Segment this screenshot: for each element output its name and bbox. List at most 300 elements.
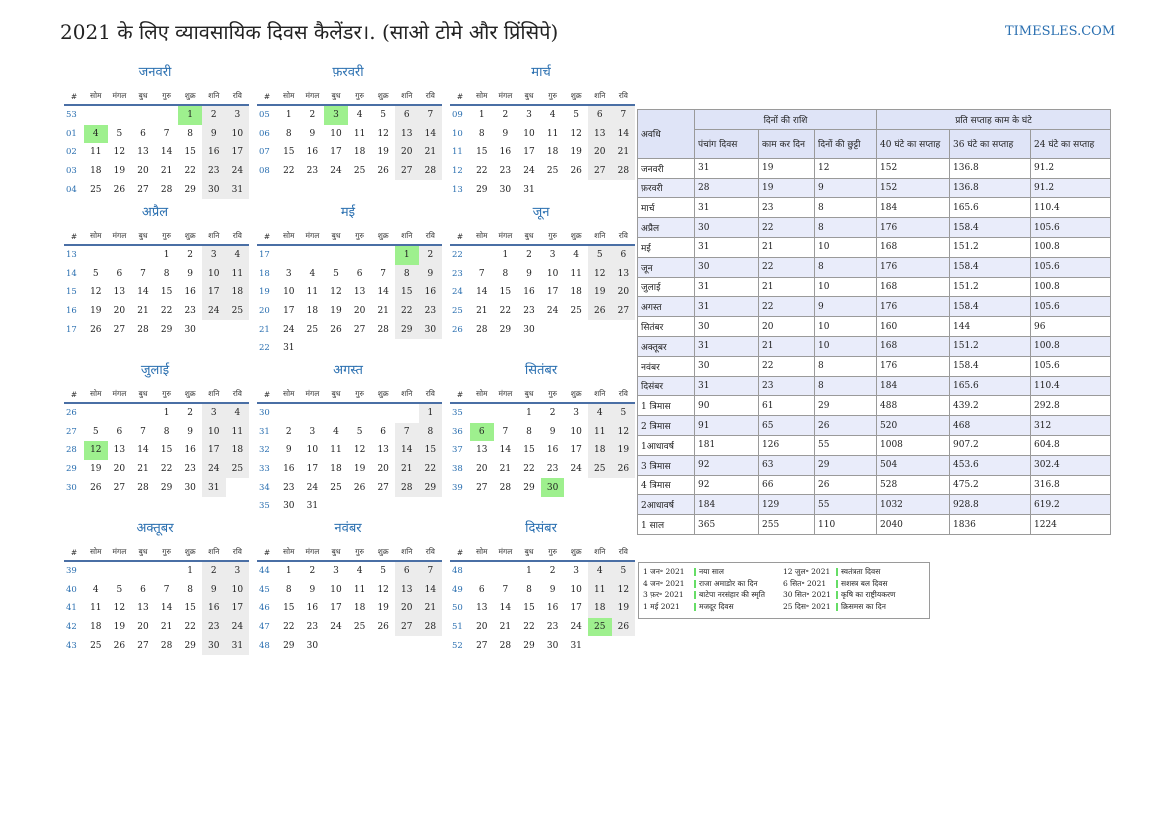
legend-name: सशस्त्र बल दिवस: [841, 578, 888, 588]
day-cell: 12: [612, 423, 636, 442]
day-cell: 3: [309, 426, 316, 437]
value-cell: 255: [759, 515, 815, 535]
day-cell: 15: [184, 147, 196, 158]
period-cell: नवंबर: [638, 356, 695, 376]
legend-name: मजदूर दिवस: [699, 601, 734, 611]
value-cell: 10: [815, 237, 877, 257]
legend-item: [783, 567, 880, 577]
weekday-header: शुक्र: [564, 386, 588, 404]
day-cell: 15: [283, 147, 295, 158]
day-cell: 12: [588, 265, 612, 284]
weekday-header: शुक्र: [178, 386, 202, 404]
period-header: अवधि: [638, 110, 695, 159]
day-cell: 17: [283, 306, 295, 317]
value-cell: 158.4: [950, 218, 1031, 238]
day-cell: 15: [523, 445, 535, 456]
day-cell: 17: [306, 464, 319, 475]
day-cell: 23: [546, 622, 559, 633]
day-cell: 28: [160, 184, 173, 195]
month-name: सितंबर: [524, 363, 558, 378]
legend-date: 3 फ़र॰ 2021: [643, 590, 684, 599]
weekday-header: #: [257, 544, 277, 562]
day-cell: [494, 404, 518, 423]
legend-item: [783, 579, 888, 589]
value-cell: 453.6: [950, 455, 1031, 475]
day-cell: 7: [419, 106, 443, 125]
day-cell: 9: [309, 584, 316, 595]
day-cell: 29: [419, 478, 443, 497]
day-cell: 14: [419, 125, 443, 144]
day-cell: 11: [353, 128, 366, 139]
day-cell: 26: [353, 482, 366, 493]
legend-item: [643, 590, 765, 600]
month-name: जनवरी: [138, 65, 172, 80]
period-cell: अक्तूबर: [638, 336, 695, 356]
day-cell: 10: [283, 287, 295, 298]
table-row: [638, 475, 1111, 495]
value-cell: 110: [815, 515, 877, 535]
day-cell: 25: [90, 184, 102, 195]
legend-date: 30 सित॰ 2021: [783, 590, 831, 599]
value-cell: 168: [877, 237, 950, 257]
day-cell: 27: [612, 302, 636, 321]
day-cell: 25: [90, 640, 102, 651]
day-cell: 31: [226, 180, 250, 199]
day-cell: 24: [283, 324, 295, 335]
day-cell: 11: [353, 584, 366, 595]
week-number: 05: [259, 110, 270, 121]
day-cell: 28: [476, 324, 488, 335]
day-cell: 18: [90, 166, 102, 177]
weekday-header: शनि: [588, 88, 612, 106]
day-cell: 22: [499, 306, 512, 317]
month-grid: [257, 386, 439, 516]
day-cell: 31: [306, 501, 319, 512]
day-cell: 3: [526, 110, 532, 121]
holiday-legend: [638, 562, 930, 619]
day-cell: 22: [476, 166, 488, 177]
day-cell: 28: [419, 162, 443, 181]
value-cell: 110.4: [1031, 198, 1111, 218]
table-row: [638, 515, 1111, 535]
day-cell: 8: [187, 128, 194, 139]
day-cell: 17: [570, 445, 582, 456]
week-number: 33: [259, 464, 270, 475]
day-cell: 13: [588, 125, 612, 144]
weekday-header: रवि: [226, 228, 250, 246]
day-cell: 24: [523, 166, 535, 177]
day-cell: 19: [90, 464, 102, 475]
day-cell: [84, 106, 108, 125]
week-number: 24: [452, 287, 463, 298]
day-cell: 28: [395, 478, 419, 497]
day-cell: 26: [330, 324, 342, 335]
weekday-header: रवि: [419, 386, 443, 404]
day-cell: [395, 636, 419, 655]
week-number: 28: [66, 445, 77, 456]
day-cell: [301, 404, 325, 423]
value-cell: 1032: [877, 495, 950, 515]
day-cell: 22: [283, 166, 295, 177]
day-cell: 24: [306, 482, 319, 493]
weekday-header: मंगल: [108, 544, 132, 562]
day-cell: 4: [84, 125, 108, 144]
weekday-header: बुध: [131, 386, 155, 404]
week-number: 43: [66, 640, 77, 651]
day-cell: 17: [226, 143, 250, 162]
value-cell: 30: [695, 218, 759, 238]
period-cell: जून: [638, 257, 695, 277]
value-cell: 168: [877, 277, 950, 297]
page-title: 2021 के लिए व्यावसायिक दिवस कैलेंडर।. (साओ टोमे और प्रिंसिपे): [60, 20, 559, 44]
day-cell: 12: [377, 128, 389, 139]
week-number: 18: [259, 268, 270, 279]
weekday-header: रवि: [226, 88, 250, 106]
day-cell: 29: [160, 482, 173, 493]
day-cell: 24: [570, 622, 582, 633]
day-cell: 1: [526, 408, 532, 419]
month-calendar: [64, 362, 246, 497]
day-cell: 11: [226, 265, 250, 284]
day-cell: 6: [470, 423, 494, 442]
value-cell: 55: [815, 435, 877, 455]
day-cell: [348, 339, 372, 358]
value-cell: 10: [815, 336, 877, 356]
day-cell: 26: [113, 184, 126, 195]
weekday-header: मंगल: [108, 228, 132, 246]
weekday-header: गुरु: [541, 386, 565, 404]
sub-header: 36 घंटे का सप्ताह: [950, 129, 1031, 158]
day-cell: 10: [202, 423, 226, 442]
day-cell: 27: [353, 324, 366, 335]
value-cell: 90: [695, 396, 759, 416]
day-cell: 13: [113, 287, 126, 298]
day-cell: 20: [113, 306, 126, 317]
month-grid: [450, 386, 632, 497]
day-cell: 1: [395, 246, 419, 265]
site-link[interactable]: TIMESLES.COM: [1005, 24, 1116, 39]
day-cell: [564, 320, 588, 339]
day-cell: 27: [137, 640, 149, 651]
value-cell: 907.2: [950, 435, 1031, 455]
table-row: [638, 158, 1111, 178]
day-cell: 1: [502, 250, 509, 261]
value-cell: 19: [759, 158, 815, 178]
day-cell: 11: [546, 128, 559, 139]
value-cell: 105.6: [1031, 257, 1111, 277]
day-cell: 12: [330, 287, 342, 298]
weekday-header: शुक्र: [564, 544, 588, 562]
week-number: 48: [452, 566, 463, 577]
day-cell: 14: [160, 147, 173, 158]
month-grid: [450, 544, 632, 655]
value-cell: 31: [695, 198, 759, 218]
day-cell: [131, 106, 155, 125]
day-cell: 23: [306, 166, 319, 177]
day-cell: 21: [476, 306, 488, 317]
day-cell: 19: [570, 147, 582, 158]
day-cell: 16: [202, 599, 226, 618]
day-cell: [131, 404, 155, 423]
week-number: 13: [66, 250, 77, 261]
day-cell: 27: [395, 162, 419, 181]
day-cell: 7: [502, 426, 509, 437]
day-cell: 9: [202, 125, 226, 144]
day-cell: 29: [476, 184, 488, 195]
day-cell: 18: [90, 622, 102, 633]
weekday-header: शुक्र: [371, 386, 395, 404]
week-number: 49: [452, 584, 463, 595]
legend-marker: [694, 603, 696, 611]
day-cell: [324, 636, 348, 655]
day-cell: 13: [395, 125, 419, 144]
day-cell: [131, 562, 155, 581]
day-cell: [202, 320, 226, 339]
month-calendar: [257, 64, 439, 180]
weekday-header: शुक्र: [178, 228, 202, 246]
day-cell: 4: [549, 110, 556, 121]
weekday-header: मंगल: [494, 228, 518, 246]
day-cell: 19: [113, 166, 126, 177]
weekday-header: #: [64, 88, 84, 106]
day-cell: [395, 497, 419, 516]
day-cell: 6: [116, 268, 123, 279]
day-cell: 20: [588, 143, 612, 162]
week-number: 26: [66, 408, 77, 419]
day-cell: [277, 404, 301, 423]
period-cell: फ़रवरी: [638, 178, 695, 198]
weekday-header: सोम: [470, 228, 494, 246]
value-cell: 92: [695, 475, 759, 495]
value-cell: 26: [815, 416, 877, 436]
weekday-header: शनि: [202, 386, 226, 404]
day-cell: [155, 106, 179, 125]
weekday-header: गुरु: [155, 228, 179, 246]
day-cell: 15: [523, 603, 535, 614]
week-number: 44: [259, 566, 270, 577]
legend-item: [783, 590, 895, 600]
month-grid: [257, 544, 439, 655]
week-number: 17: [259, 250, 270, 261]
week-number: 08: [259, 166, 270, 177]
day-cell: 6: [395, 562, 419, 581]
day-cell: 3: [549, 250, 556, 261]
value-cell: 100.8: [1031, 336, 1111, 356]
day-cell: 1: [163, 408, 170, 419]
day-cell: 8: [502, 268, 509, 279]
legend-name: बाटेपा नरसंहार की स्मृति: [699, 590, 765, 599]
value-cell: 488: [877, 396, 950, 416]
day-cell: 31: [523, 184, 535, 195]
day-cell: 14: [137, 287, 149, 298]
value-cell: 165.6: [950, 198, 1031, 218]
legend-name: नया साल: [699, 567, 724, 576]
day-cell: 22: [523, 622, 535, 633]
day-cell: 19: [353, 464, 366, 475]
value-cell: 10: [815, 317, 877, 337]
value-cell: 158.4: [950, 356, 1031, 376]
value-cell: 61: [759, 396, 815, 416]
day-cell: 24: [202, 460, 226, 479]
weekday-header: मंगल: [301, 88, 325, 106]
legend-marker: [836, 591, 838, 599]
month-grid: [257, 228, 439, 358]
day-cell: 2: [187, 250, 194, 261]
table-row: [638, 237, 1111, 257]
value-cell: 12: [815, 158, 877, 178]
day-cell: [324, 497, 348, 516]
weekday-header: मंगल: [108, 386, 132, 404]
value-cell: 22: [759, 218, 815, 238]
day-cell: 26: [570, 166, 582, 177]
value-cell: 158.4: [950, 297, 1031, 317]
day-cell: 31: [283, 343, 295, 354]
day-cell: [564, 478, 588, 497]
day-cell: 13: [137, 603, 149, 614]
period-cell: अगस्त: [638, 297, 695, 317]
value-cell: 176: [877, 356, 950, 376]
day-cell: 7: [395, 423, 419, 442]
day-cell: [371, 404, 395, 423]
day-cell: [348, 497, 372, 516]
day-cell: 16: [499, 147, 512, 158]
day-cell: 21: [137, 464, 149, 475]
value-cell: 302.4: [1031, 455, 1111, 475]
day-cell: 15: [499, 287, 512, 298]
day-cell: 11: [588, 581, 612, 600]
day-cell: 2: [309, 110, 316, 121]
weekday-header: सोम: [470, 544, 494, 562]
day-cell: 8: [395, 265, 419, 284]
day-cell: 23: [546, 464, 559, 475]
legend-marker: [836, 580, 838, 588]
month-grid: [64, 88, 246, 199]
month-calendar: [257, 204, 439, 358]
week-number: 46: [259, 603, 270, 614]
value-cell: 144: [950, 317, 1031, 337]
day-cell: 1: [526, 566, 532, 577]
day-cell: 26: [113, 640, 126, 651]
day-cell: 5: [380, 566, 387, 577]
day-cell: 22: [160, 464, 173, 475]
day-cell: 26: [377, 622, 389, 633]
day-cell: 20: [476, 622, 488, 633]
value-cell: 184: [695, 495, 759, 515]
day-cell: 30: [306, 640, 319, 651]
weekday-header: मंगल: [301, 228, 325, 246]
week-number: 11: [452, 147, 463, 158]
table-row: [638, 455, 1111, 475]
week-number: 01: [66, 128, 77, 139]
day-cell: 18: [588, 441, 612, 460]
day-cell: 1: [178, 106, 202, 125]
day-cell: 5: [356, 426, 363, 437]
weekday-header: रवि: [612, 544, 636, 562]
week-number: 53: [66, 110, 77, 121]
day-cell: 2: [549, 408, 556, 419]
day-cell: 17: [202, 283, 226, 302]
table-row: [638, 416, 1111, 436]
week-number: 06: [259, 128, 270, 139]
value-cell: 184: [877, 376, 950, 396]
weekday-header: गुरु: [348, 544, 372, 562]
value-cell: 100.8: [1031, 277, 1111, 297]
day-cell: 16: [546, 445, 559, 456]
sub-header: काम कर दिन: [759, 129, 815, 158]
weekday-header: सोम: [277, 544, 301, 562]
month-name: अगस्त: [333, 363, 363, 378]
day-cell: 21: [419, 143, 443, 162]
day-cell: 17: [202, 441, 226, 460]
day-cell: 19: [90, 306, 102, 317]
value-cell: 8: [815, 198, 877, 218]
day-cell: 22: [523, 464, 535, 475]
day-cell: 24: [330, 622, 342, 633]
day-cell: 7: [612, 106, 636, 125]
day-cell: 26: [377, 166, 389, 177]
month-calendar: [450, 204, 632, 339]
legend-marker: [836, 568, 838, 576]
value-cell: 29: [815, 396, 877, 416]
day-cell: 18: [226, 441, 250, 460]
weekday-header: शनि: [588, 386, 612, 404]
day-cell: 28: [377, 324, 389, 335]
month-name: अक्तूबर: [136, 521, 174, 536]
day-cell: 25: [546, 166, 559, 177]
value-cell: 8: [815, 218, 877, 238]
day-cell: 5: [612, 562, 636, 581]
day-cell: 23: [184, 464, 196, 475]
day-cell: 8: [526, 584, 532, 595]
day-cell: 30: [499, 184, 512, 195]
day-cell: 23: [499, 166, 512, 177]
day-cell: [84, 562, 108, 581]
day-cell: 10: [226, 125, 250, 144]
day-cell: 31: [226, 636, 250, 655]
month-calendar: [450, 520, 632, 655]
weekday-header: शनि: [395, 386, 419, 404]
value-cell: 176: [877, 257, 950, 277]
value-cell: 126: [759, 435, 815, 455]
day-cell: 24: [570, 464, 582, 475]
day-cell: 18: [330, 464, 342, 475]
days-header: दिनों की राशि: [695, 110, 877, 130]
day-cell: 8: [285, 584, 292, 595]
table-row: [638, 297, 1111, 317]
legend-marker: [836, 603, 838, 611]
day-cell: 19: [330, 306, 342, 317]
day-cell: 27: [377, 482, 389, 493]
day-cell: 5: [116, 128, 123, 139]
value-cell: 475.2: [950, 475, 1031, 495]
day-cell: [301, 339, 325, 358]
month-calendar: [257, 362, 439, 516]
legend-marker: [694, 591, 696, 599]
weekday-header: बुध: [324, 544, 348, 562]
month-calendar: [450, 64, 632, 199]
day-cell: 12: [113, 147, 126, 158]
day-cell: 14: [377, 287, 389, 298]
day-cell: 28: [612, 162, 636, 181]
day-cell: [371, 636, 395, 655]
day-cell: 24: [226, 162, 250, 181]
weekday-header: शुक्र: [371, 228, 395, 246]
weekday-header: #: [450, 386, 470, 404]
day-cell: 6: [140, 128, 146, 139]
day-cell: 20: [395, 599, 419, 618]
value-cell: 96: [1031, 317, 1111, 337]
weekday-header: सोम: [84, 228, 108, 246]
